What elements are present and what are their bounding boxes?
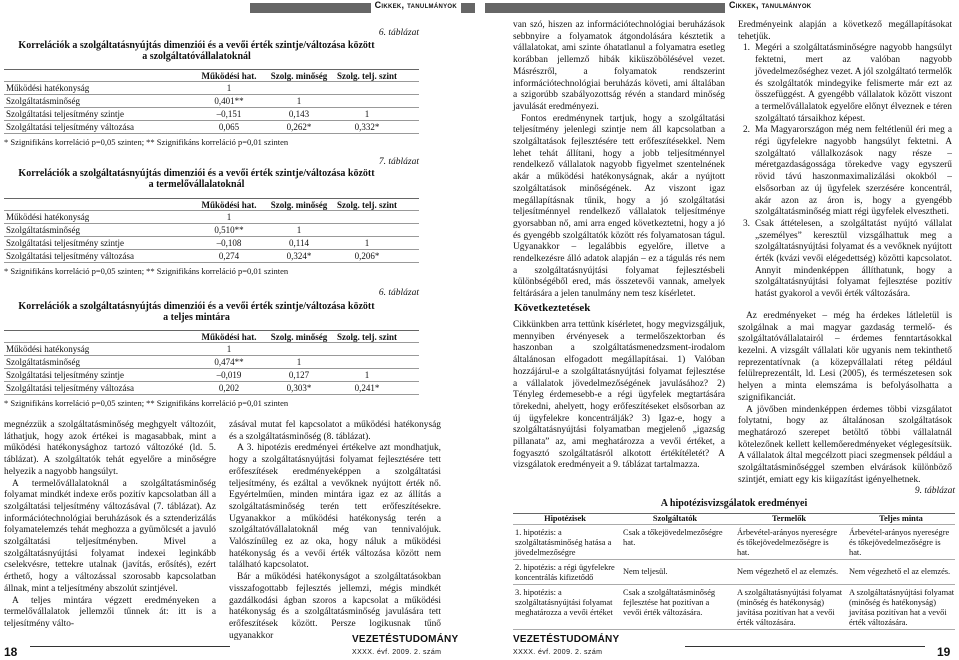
issue-info: XXXX. évf. 2009. 2. szám	[352, 649, 442, 656]
table-header-row: Hipotézisek Szolgáltatók Termelők Teljes minta	[513, 513, 955, 525]
table-8-full-sample	[4, 288, 419, 410]
table-7-manufacturers	[4, 157, 419, 277]
page-number: 19	[937, 645, 951, 659]
table-6-services	[4, 28, 419, 148]
table-row: Szolgáltatási teljesítmény szintje –0,019 0,127 1	[4, 369, 419, 382]
right-column-1: van szó, hiszen az információtechnológiai beruházások sebbnyire a folyamatok átgondolására késztetik a vállalatokat, ami szinte óhatatlanul a folyamatra esetleg korábban jellemző hibák kiküszöbölésével vezet. Másrészről, a folyamatok rendszerint információtechnológiai beruházás követi, ami általában a szigorúbb szabályozottság révén a standard minőség javulását eredményezi. Fontos eredménynek tartjuk, hogy a szolgáltatási teljesítmény jelenlegi szintje nem áll kapcsolatban a szolgáltatások fejlesztésére tett erőfeszítésekkel. Nem lehet tehát állítani, hogy a jobb teljesítménnyel rendelkező vállalatok nagyobb figyelmet szentelnének akár a működési hatékonyságnak, akár a nyújtott szolgáltatások minőségének. Az viszont igaz megállapításnak tűnik, hogy a jó szolgáltatási teljesítménnyel rendelkező vállalatok teljesítménye gyorsabban nő, ami arra enged következtetni, hogy a jó és gyengébb szolgáltatók között rés folyamatosan tágul. Ugyanakkor – legalábbis egyelőre, illetve a rendelkezésre álló adatok alapján – ez a tágulás rés nem a szolgáltatásnyújtási folyamat fejlesztésbeli különbségéből ered, más összetevői vannak, amelyek feltárására a jelen tanulmány nem tesz kísérletet.	[513, 20, 725, 300]
footer-line	[30, 646, 230, 647]
table-row: Szolgáltatási teljesítmény változása 0,065 0,262* 0,332*	[4, 121, 419, 134]
journal-name: VEZETÉSTUDOMÁNY	[513, 634, 620, 645]
table-title-line2: a teljes mintára	[163, 312, 230, 323]
table-row: 1. hipotézis: a szolgáltatásminőség hatása a jövedelmezőségre Csak a tőkejövedelmezőségre hat. Árbevétel-arányos nyereségre és tőkejövedelmezőségre is hat. Árbevétel-arányos nyereségre és tőkejövedelmezőségre is hat.	[513, 526, 955, 560]
left-column-2: zásával mutat fel kapcsolatot a működési hatékonyság és a szolgáltatásminőség (8. táblázat). A 3. hipotézis eredményei értékelve azt mondhatjuk, hogy a szolgáltatásnyújtási folyamat fejlesztésére tett erőfeszítések eredményeképpen a szolgáltatási teljesítmény, és ezáltal a vevőknek nyújtott érték nő. Egyértelműen, minden mintára igaz ez az állítás a szolgáltatásminőség terén tett erőfeszítésekre. Ugyanakkor a működési hatékonyság terén a szolgáltatóvállalatoknál még van tennivalójuk. Valószínűleg ez az oka, hogy náluk a működési hatékonyság és a vevői érték változása között nem található kapcsolatot. Bár a működési hatékonyságot a szolgáltatásokban visszafogottabb fejlesztés jellemzi, mégis mindkét gazdálkodási ágban szoros a kapcsolat a működési hatékonyság és a szolgáltatásminőség javulására tett erőfeszítések között. Persze logikusnak tűnő ugyanakkor	[229, 420, 441, 641]
right-column-2: Eredményeink alapján a következő megállapításokat tehetjük. 1. Megéri a szolgáltatásminőségre nagyobb hangsúlyt fektetni, mert az valóban nagyobb jövedelmezőséghez vezet. A jól szolgáltató termelők és szolgáltatók mindegyike felismerte már ezt az összefüggést. A gyengébb vállalatok között viszont a termelővállalatok egyelőre előnyt élveznek e téren szolgáltató társaikhoz képest. 2. Ma Magyarországon még nem feltétlenül éri meg a régi ügyfelekre nagyobb hangsúlyt fektetni. A szolgáltató vállalkozások nagy része – méretgazdaságossága törekedve vagy egyszerű rövid távú haszonmaximalizálási okokból – elsősorban az új ügyfelek szerzésére koncentrál, akár azon az áron is, hogy a gyengébb szolgáltatásminőség miatt régi ügyfelek elvesztheti. 3. Csak áttételesen, a szolgáltatást nyújtó vállalat „személyes” keresztül vizsgálhattuk meg a szolgáltatásnyújtási folyamat és a vevőknek nyújtott érték (kvázi vevői elégedettség) közötti kapcsolatot. Annyit mindenképpen állíthatunk, hogy a szolgáltatásnyújtási folyamat fejlesztése pozitív hatást gyakorol a vevői érték változására. Az eredményeket – még ha érdekes látleletül is szolgálnak a mai magyar gazdaság termelő- és szolgáltatóvállalatairól – érdemes fenntartásokkal kezelni. A vizsgált vállalati kör ugyanis nem tekinthető reprezentatívnak (a közepvállalati réteg például felülreprezentált, ld. Lesi (2005), és természetesen sok helyen a minta elemszáma is befolyásolhatta a szignifikanciát. A jövőben mindenképpen érdemes többi vizsgálatot folytatni, hogy az általánosan szolgáltatások meghatározó szerepet betöltő többi vállalatnál kötelezőnek kellett kellemőeredményeket véglegesítsük. A vállalatok által megcélzott piaci szegmensek például a szolgáltatásminőséggel szemben elvárások különböző szintjét, emiatt egy kis kiigazítást igényelhetnek.	[738, 20, 952, 485]
table-row: Működési hatékonyság 1	[4, 343, 419, 356]
table-header-row: Működési hat. Szolg. minőség Szolg. telj. szint	[4, 198, 419, 211]
table-title-line1: Korrelációk a szolgáltatásnyújtás dimenziói és a vevői érték szintje/változása között	[18, 40, 375, 51]
table-number: 6. táblázat	[378, 28, 419, 38]
header-label: Cikkek, tanulmányok	[725, 0, 815, 16]
table-note: * Szignifikáns korreláció p=0,05 szinten; ** Szignifikáns korreláció p=0,01 szinten	[4, 398, 289, 408]
left-page	[0, 0, 475, 660]
table-number: 6. táblázat	[378, 288, 419, 298]
finding-item: 3. Csak áttételesen, a szolgáltatást nyújtó vállalat „személyes” keresztül vizsgálhattuk meg a szolgáltatásnyújtási folyamat és a vevőknek nyújtott érték (kvázi vevői elégedettség) közötti kapcsolatot. Annyit mindenképpen állíthatunk, hogy a szolgáltatásnyújtási folyamat fejlesztése pozitív hatást gyakorol a vevői érték változására.	[742, 218, 952, 300]
right-page	[485, 0, 959, 660]
footer-line	[685, 646, 925, 647]
table-row: Szolgáltatásminőség 0,401** 1	[4, 95, 419, 108]
table-row: Szolgáltatási teljesítmény változása 0,202 0,303* 0,241*	[4, 382, 419, 395]
journal-name: VEZETÉSTUDOMÁNY	[352, 634, 459, 645]
section-title-conclusions: Következtetések	[514, 302, 591, 314]
table-note: * Szignifikáns korreláció p=0,05 szinten; ** Szignifikáns korreláció p=0,01 szinten	[4, 266, 289, 276]
table-header-row: Működési hat. Szolg. minőség Szolg. telj. szint	[4, 330, 419, 343]
header-bar	[485, 3, 727, 13]
table-row: Szolgáltatásminőség 0,474** 1	[4, 356, 419, 369]
table-title-line1: Korrelációk a szolgáltatásnyújtás dimenziói és a vevői érték szintje/változása között	[18, 168, 375, 179]
table-header-row: Működési hat. Szolg. minőség Szolg. telj. szint	[4, 69, 419, 82]
table-row: Szolgáltatási teljesítmény szintje –0,108 0,114 1	[4, 237, 419, 250]
table-note: * Szignifikáns korreláció p=0,05 szinten; ** Szignifikáns korreláció p=0,01 szinten	[4, 137, 289, 147]
table-row: Működési hatékonyság 1	[4, 211, 419, 224]
table-row: 2. hipotézis: a régi ügyfelekre koncentrálás kifizetődő Nem teljesül. Nem végezhető el az elemzés. Nem végezhető el az elemzés.	[513, 561, 955, 585]
table-row: Szolgáltatásminőség 0,510** 1	[4, 224, 419, 237]
table-row: Működési hatékonyság 1	[4, 82, 419, 95]
finding-item: 1. Megéri a szolgáltatásminőségre nagyobb hangsúlyt fektetni, mert az valóban nagyobb jövedelmezőséghez vezet. A jól szolgáltató termelők és szolgáltatók mindegyike felismerte már ezt az összefüggést. A gyengébb vállalatok között viszont a termelővállalatok egyelőre előnyt élveznek e téren szolgáltató társaikhoz képest.	[742, 43, 952, 124]
page-number: 18	[4, 645, 18, 659]
table-title-line1: Korrelációk a szolgáltatásnyújtás dimenziói és a vevői érték szintje/változása között	[18, 301, 375, 312]
header-label: Cikkek, tanulmányok	[371, 0, 461, 16]
table-number: 7. táblázat	[378, 157, 419, 167]
table-row: Szolgáltatási teljesítmény változása 0,274 0,324* 0,206*	[4, 250, 419, 263]
table-title-line2: a termelővállalatoknál	[148, 179, 245, 190]
table-title-line2: a szolgáltatóvállalatoknál	[142, 51, 251, 62]
table-title: A hipotézisvizsgálatok eredményei	[660, 498, 808, 509]
table-row: Szolgáltatási teljesítmény szintje –0,151 0,143 1	[4, 108, 419, 121]
conclusions-text: Cikkünkben arra tettünk kísérletet, hogy megvizsgáljuk, mennyiben érvényesek a termelőszektorban és haszonban a szolgáltatásmenedzsment-irodalom általánosan elfogadott megállapításai. 1) Valóban hozzájárul-e a szolgáltatásnyújtási folyamat fejlesztése a vállalatok jövedelmezőségének javulásához? 2) Tényleg érdemesebb-e a régi ügyfelek megtartására törekedni, ahelyett, hogy erőfeszítéseket elsősorban az új ügyfelekre koncentrálják? 3) Igaz-e, hogy a szolgáltatásnyújtási folyamatban megjelenő „igazság pillanata” az, ami meghatározza a vevői értéket, a fogyasztó szolgáltatásról alkotott értékítéletét? A vizsgálatok eredményeit a 9. táblázat tartalmazza.	[513, 320, 725, 471]
finding-item: 2. Ma Magyarországon még nem feltétlenül éri meg a régi ügyfelekre nagyobb hangsúlyt fektetni. A szolgáltató vállalkozások nagy része – méretgazdaságossága törekedve vagy egyszerű rövid távú haszonmaximalizálási okokból – elsősorban az új ügyfelek szerzésére koncentrál, akár azon az áron is, hogy a gyengébb szolgáltatásminőség miatt régi ügyfelek elvesztheti.	[742, 125, 952, 218]
issue-info: XXXX. évf. 2009. 2. szám	[513, 649, 603, 656]
left-column-1: megnézzük a szolgáltatásminőség meghgyelt változóit, láthatjuk, hogy azok értékei is magasabbak, mint a működési hatékonysághoz tartozó változóké (ld. 5. táblázat). A szolgáltatók tehát egyelőre a minőségre helyezik a nagyobb hangsúlyt. A termelővállalatoknál a szolgáltatásminőség folyamat mindkét indexe erős pozitív kapcsolatban áll a szolgáltatási teljesítmény változásával (7. táblázat). Az információtechnológiai beruházások és a sztenderizálás folyamatelemzés tehát meghozza a gyümölcsét a javuló szolgáltatási teljesítményben. Mivel a szolgáltatásnyújtási folyamat indexei leginkább cselekvésre, tettekre utalnak (javítás, erősítés), ezért érthető, hogy a változással szorosabb kapcsolatban állnak, mint a teljesítmény abszolút szintjével. A teljes mintára végzett eredményeken a termelővállalatok jellemzői tűnnek át: itt is a teljesítmény válto-	[4, 420, 216, 629]
table-number: 9. táblázat	[914, 486, 955, 496]
table-row: 3. hipotézis: a szolgáltatásnyújtási folyamat meghatározza a vevői értéket Csak a szolgáltatásminőség fejlesztése hat pozitívan a vevői érték változására. A szolgáltatásnyújtási folyamat (minőség és hatékonyság) javítása pozitívan hat a vevői érték változására. A szolgáltatásnyújtási folyamat (minőség és hatékonyság) javítása pozitívan hat a vevői érték változására.	[513, 586, 955, 630]
